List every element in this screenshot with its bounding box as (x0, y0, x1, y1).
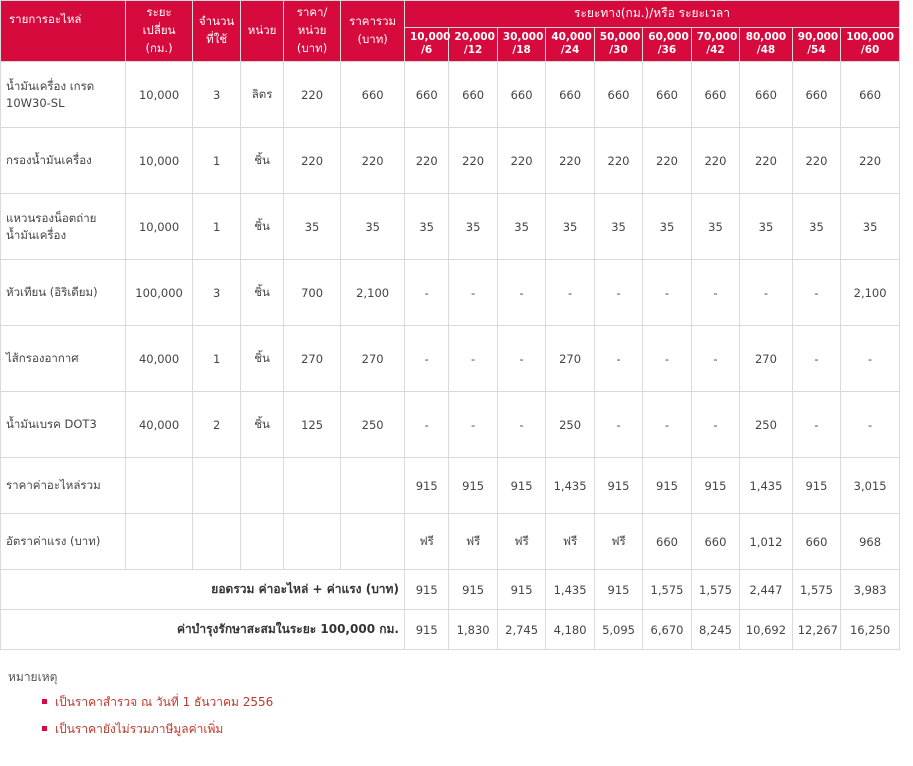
cell-value: 16,250 (841, 610, 900, 650)
cell-value: 35 (643, 194, 691, 260)
header-milestone-8: 90,000 /54 (792, 27, 840, 61)
bullet-square-icon (42, 699, 47, 704)
cell-value: 660 (546, 62, 594, 128)
cell-value: - (643, 392, 691, 458)
cell-value: 915 (691, 458, 739, 514)
cell-value: - (497, 260, 545, 326)
part-price-per-unit: 125 (283, 392, 341, 458)
cell-value: 2,447 (740, 570, 793, 610)
part-interval: 10,000 (126, 128, 193, 194)
cell-value: 1,435 (546, 570, 594, 610)
part-interval: 10,000 (126, 62, 193, 128)
part-qty: 1 (192, 194, 240, 260)
cell-value: - (449, 326, 497, 392)
table-row (1, 260, 900, 326)
empty-cell (192, 458, 240, 514)
cell-value: 915 (404, 458, 448, 514)
cell-value: 3,015 (841, 458, 900, 514)
cell-value: 660 (594, 62, 642, 128)
grand-total-row (1, 570, 900, 610)
empty-cell (341, 514, 405, 570)
cell-value: 35 (497, 194, 545, 260)
part-qty: 3 (192, 62, 240, 128)
header-qty: จำนวน ที่ใช้ (192, 1, 240, 62)
header-milestone-0: 10,000 /6 (404, 27, 448, 61)
part-interval: 40,000 (126, 326, 193, 392)
part-name: น้ำมันเครื่อง เกรด 10W30-SL (1, 62, 126, 128)
cell-value: - (594, 326, 642, 392)
cell-value: 915 (792, 458, 840, 514)
header-unit: หน่วย (241, 1, 283, 62)
cell-value: ฟรี (449, 514, 497, 570)
cell-value: 915 (449, 570, 497, 610)
cell-value: 8,245 (691, 610, 739, 650)
cell-value: - (643, 326, 691, 392)
part-unit: ชิ้น (241, 260, 283, 326)
cell-value: 660 (449, 62, 497, 128)
cell-value: 2,745 (497, 610, 545, 650)
cell-value: - (497, 392, 545, 458)
table-row (1, 62, 900, 128)
part-total-price: 2,100 (341, 260, 405, 326)
cell-value: 1,435 (740, 458, 793, 514)
part-qty: 2 (192, 392, 240, 458)
header-item: รายการอะไหล่ (1, 1, 126, 62)
empty-cell (283, 514, 341, 570)
cell-value: - (792, 260, 840, 326)
parts-total-label: ราคาค่าอะไหล่รวม (1, 458, 126, 514)
cell-value: 220 (594, 128, 642, 194)
empty-cell (283, 458, 341, 514)
cell-value: 220 (643, 128, 691, 194)
cell-value: 915 (497, 570, 545, 610)
note-text: เป็นราคาสำรวจ ณ วันที่ 1 ธันวาคม 2556 (55, 695, 274, 709)
cell-value: 220 (497, 128, 545, 194)
labor-rate-label: อัตราค่าแรง (บาท) (1, 514, 126, 570)
cell-value: 660 (740, 62, 793, 128)
labor-rate-row (1, 514, 900, 570)
part-total-price: 35 (341, 194, 405, 260)
cell-value: 660 (643, 514, 691, 570)
cell-value: - (691, 260, 739, 326)
grand-total-label: ยอดรวม ค่าอะไหล่ + ค่าแรง (บาท) (1, 570, 405, 610)
part-name: น้ำมันเบรค DOT3 (1, 392, 126, 458)
part-interval: 10,000 (126, 194, 193, 260)
cell-value: 915 (404, 610, 448, 650)
cell-value: 220 (449, 128, 497, 194)
cell-value: - (404, 260, 448, 326)
cell-value: - (841, 326, 900, 392)
part-unit: ชิ้น (241, 326, 283, 392)
cell-value: 220 (691, 128, 739, 194)
header-price-per-unit: ราคา/ หน่วย (บาท) (283, 1, 341, 62)
cell-value: ฟรี (404, 514, 448, 570)
cell-value: 660 (691, 514, 739, 570)
table-header (1, 1, 900, 62)
cell-value: 660 (643, 62, 691, 128)
cell-value: 250 (740, 392, 793, 458)
part-price-per-unit: 220 (283, 128, 341, 194)
cell-value: - (792, 392, 840, 458)
cell-value: 3,983 (841, 570, 900, 610)
header-milestone-1: 20,000 /12 (449, 27, 497, 61)
cell-value: - (497, 326, 545, 392)
part-total-price: 660 (341, 62, 405, 128)
header-distance-group: ระยะทาง(กม.)/หรือ ระยะเวลา (404, 1, 899, 28)
cell-value: - (841, 392, 900, 458)
part-qty: 3 (192, 260, 240, 326)
cell-value: 35 (546, 194, 594, 260)
part-total-price: 270 (341, 326, 405, 392)
header-interval: ระยะเปลี่ยน (กม.) (126, 1, 193, 62)
cell-value: 5,095 (594, 610, 642, 650)
cell-value: 915 (404, 570, 448, 610)
part-total-price: 220 (341, 128, 405, 194)
header-milestone-5: 60,000 /36 (643, 27, 691, 61)
notes-section (8, 668, 913, 739)
cell-value: - (546, 260, 594, 326)
cell-value: - (449, 260, 497, 326)
cell-value: 915 (497, 458, 545, 514)
header-milestone-7: 80,000 /48 (740, 27, 793, 61)
cell-value: 35 (404, 194, 448, 260)
parts-total-row (1, 458, 900, 514)
part-unit: ชิ้น (241, 128, 283, 194)
cell-value: - (691, 326, 739, 392)
cell-value: ฟรี (594, 514, 642, 570)
cell-value: 250 (546, 392, 594, 458)
cell-value: 270 (740, 326, 793, 392)
header-total-price: ราคารวม (บาท) (341, 1, 405, 62)
header-milestone-3: 40,000 /24 (546, 27, 594, 61)
cell-value: - (404, 326, 448, 392)
cell-value: 1,012 (740, 514, 793, 570)
part-name: กรองน้ำมันเครื่อง (1, 128, 126, 194)
cell-value: 35 (841, 194, 900, 260)
cell-value: 968 (841, 514, 900, 570)
empty-cell (126, 458, 193, 514)
part-unit: ชิ้น (241, 392, 283, 458)
cell-value: - (740, 260, 793, 326)
cell-value: - (792, 326, 840, 392)
part-name: แหวนรองน็อตถ่าย น้ำมันเครื่อง (1, 194, 126, 260)
cell-value: 660 (497, 62, 545, 128)
cell-value: - (404, 392, 448, 458)
cell-value: 915 (594, 458, 642, 514)
cell-value: ฟรี (546, 514, 594, 570)
cell-value: - (594, 260, 642, 326)
list-item (42, 693, 913, 712)
cell-value: 2,100 (841, 260, 900, 326)
cell-value: 220 (841, 128, 900, 194)
part-price-per-unit: 35 (283, 194, 341, 260)
notes-list (8, 693, 913, 739)
cell-value: 35 (691, 194, 739, 260)
cell-value: 1,830 (449, 610, 497, 650)
empty-cell (241, 458, 283, 514)
cell-value: 1,435 (546, 458, 594, 514)
empty-cell (241, 514, 283, 570)
cell-value: 915 (643, 458, 691, 514)
part-price-per-unit: 220 (283, 62, 341, 128)
part-qty: 1 (192, 326, 240, 392)
cell-value: 220 (740, 128, 793, 194)
cell-value: - (594, 392, 642, 458)
note-text: เป็นราคายังไม่รวมภาษีมูลค่าเพิ่ม (55, 722, 224, 736)
empty-cell (341, 458, 405, 514)
cumulative-row (1, 610, 900, 650)
cell-value: - (449, 392, 497, 458)
cell-value: 915 (594, 570, 642, 610)
cell-value: 220 (546, 128, 594, 194)
header-milestone-4: 50,000 /30 (594, 27, 642, 61)
part-unit: ชิ้น (241, 194, 283, 260)
cumulative-label: ค่าบำรุงรักษาสะสมในระยะ 100,000 กม. (1, 610, 405, 650)
table-row (1, 194, 900, 260)
cell-value: 660 (792, 62, 840, 128)
cell-value: 4,180 (546, 610, 594, 650)
cell-value: - (691, 392, 739, 458)
part-interval: 40,000 (126, 392, 193, 458)
header-milestone-6: 70,000 /42 (691, 27, 739, 61)
part-name: หัวเทียน (อิริเดียม) (1, 260, 126, 326)
part-price-per-unit: 270 (283, 326, 341, 392)
cell-value: 1,575 (792, 570, 840, 610)
cell-value: 660 (792, 514, 840, 570)
cell-value: 35 (792, 194, 840, 260)
bullet-square-icon (42, 726, 47, 731)
part-unit: ลิตร (241, 62, 283, 128)
empty-cell (126, 514, 193, 570)
cell-value: 660 (691, 62, 739, 128)
header-milestone-9: 100,000 /60 (841, 27, 900, 61)
list-item (42, 720, 913, 739)
cell-value: 220 (792, 128, 840, 194)
cell-value: 12,267 (792, 610, 840, 650)
part-qty: 1 (192, 128, 240, 194)
cell-value: 660 (841, 62, 900, 128)
cell-value: 6,670 (643, 610, 691, 650)
cell-value: 270 (546, 326, 594, 392)
cell-value: ฟรี (497, 514, 545, 570)
empty-cell (192, 514, 240, 570)
cell-value: 1,575 (643, 570, 691, 610)
cell-value: 220 (404, 128, 448, 194)
cell-value: 915 (449, 458, 497, 514)
part-interval: 100,000 (126, 260, 193, 326)
cell-value: 1,575 (691, 570, 739, 610)
table-body (1, 62, 900, 650)
part-name: ไส้กรองอากาศ (1, 326, 126, 392)
table-row (1, 392, 900, 458)
cell-value: 35 (740, 194, 793, 260)
table-row (1, 326, 900, 392)
table-row (1, 128, 900, 194)
part-total-price: 250 (341, 392, 405, 458)
cell-value: 35 (594, 194, 642, 260)
notes-title: หมายเหตุ (8, 670, 58, 684)
cell-value: 10,692 (740, 610, 793, 650)
header-milestone-2: 30,000 /18 (497, 27, 545, 61)
cell-value: 660 (404, 62, 448, 128)
cell-value: - (643, 260, 691, 326)
part-price-per-unit: 700 (283, 260, 341, 326)
cell-value: 35 (449, 194, 497, 260)
